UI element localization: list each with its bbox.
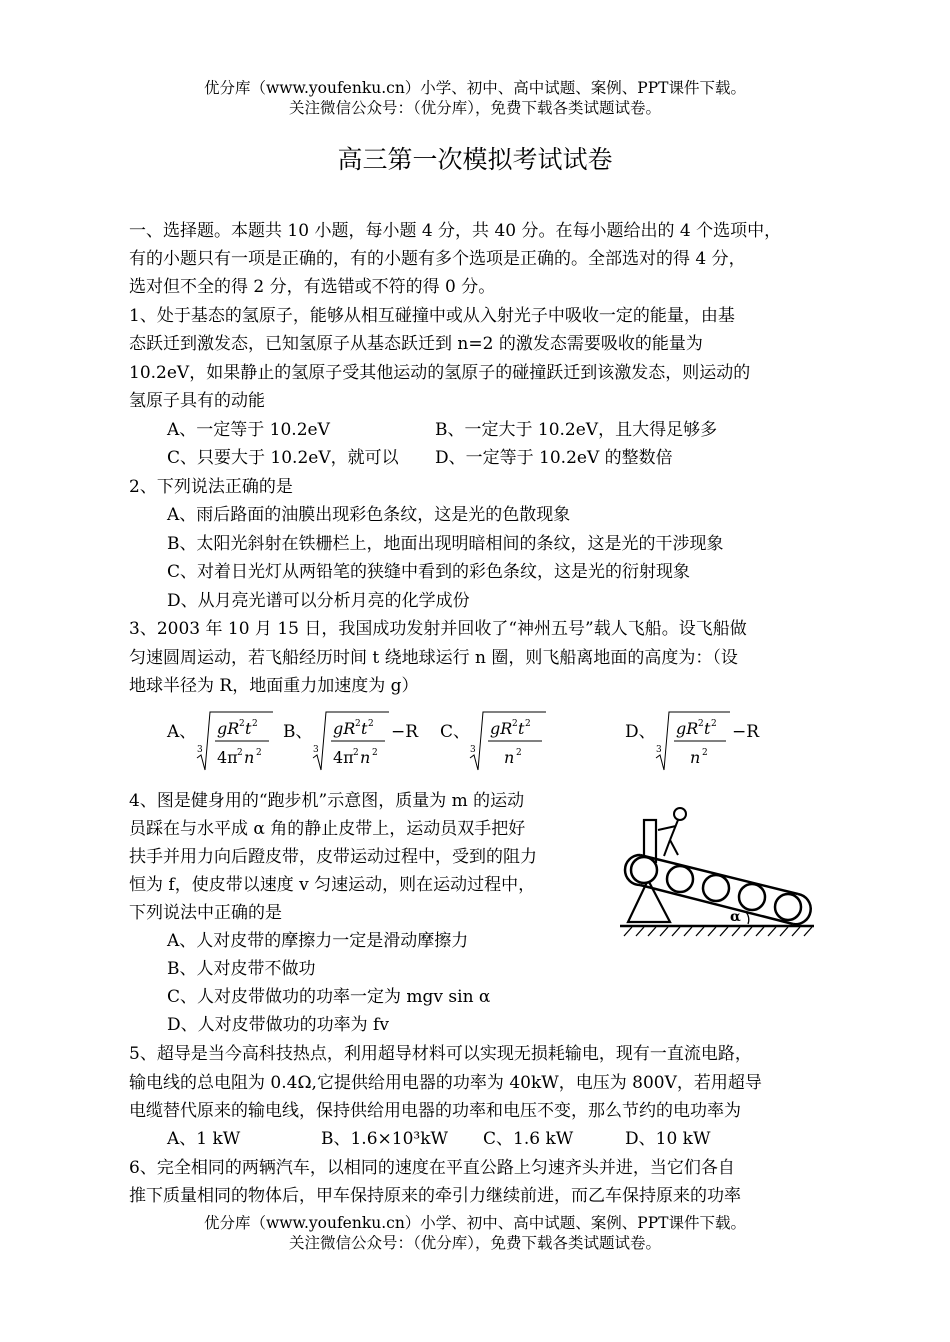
svg-text:t: t bbox=[245, 719, 252, 738]
svg-text:t: t bbox=[361, 719, 368, 738]
svg-text:2: 2 bbox=[368, 719, 374, 729]
svg-text:2: 2 bbox=[512, 719, 518, 729]
q4-stem-line-1: 4、图是健身用的“跑步机”示意图，质量为 m 的运动 bbox=[129, 791, 525, 811]
q2-option-a: A、雨后路面的油膜出现彩色条纹，这是光的色散现象 bbox=[167, 505, 571, 525]
section-intro-line-3: 选对但不全的得 2 分，有选错或不符的得 0 分。 bbox=[129, 277, 496, 297]
q3-option-c-formula bbox=[468, 708, 548, 774]
q1-stem-line-3: 10.2eV，如果静止的氢原子受其他运动的氢原子的碰撞跃迁到该激发态，则运动的 bbox=[129, 363, 751, 383]
q4-stem-line-4: 恒为 f，使皮带以速度 v 匀速运动，则在运动过程中， bbox=[129, 875, 536, 895]
q2-stem: 2、下列说法正确的是 bbox=[129, 477, 293, 497]
header-line-2: 关注微信公众号：（优分库），免费下载各类试题试卷。 bbox=[288, 99, 661, 117]
q4-option-d: D、人对皮带做功的功率为 fv bbox=[167, 1015, 389, 1035]
svg-text:n: n bbox=[690, 748, 701, 767]
q3-stem-line-2: 匀速圆周运动，若飞船经历时间 t 绕地球运行 n 圈，则飞船离地面的高度为：（设 bbox=[129, 648, 738, 668]
roller-3 bbox=[703, 875, 729, 901]
root-index: 3 bbox=[197, 745, 203, 755]
svg-text:3: 3 bbox=[656, 745, 662, 755]
svg-text:2: 2 bbox=[702, 748, 708, 758]
svg-text:3: 3 bbox=[470, 745, 476, 755]
q4-option-a: A、人对皮带的摩擦力一定是滑动摩擦力 bbox=[167, 931, 469, 951]
q1-option-c: C、只要大于 10.2eV，就可以 bbox=[167, 448, 399, 468]
q5-stem-line-2: 输电线的总电阻为 0.4Ω,它提供给用电器的功率为 40kW，电压为 800V，若用超导 bbox=[129, 1073, 762, 1093]
q4-option-c: C、人对皮带做功的功率一定为 mgv sin α bbox=[167, 987, 491, 1007]
q4-stem-line-2: 员踩在与水平成 α 角的静止皮带上，运动员双手把好 bbox=[129, 819, 526, 839]
q5-option-a: A、1 kW bbox=[167, 1129, 241, 1149]
q5-option-b: B、1.6×10³kW bbox=[321, 1129, 448, 1149]
q3-option-b-minus-r: −R bbox=[391, 722, 419, 742]
q3-option-d-minus-r: −R bbox=[732, 722, 760, 742]
q3-option-a-label: A、 bbox=[167, 722, 197, 742]
section-intro-line-2: 有的小题只有一项是正确的，有的小题有多个选项是正确的。全部选对的得 4 分， bbox=[129, 249, 746, 269]
svg-text:n: n bbox=[360, 748, 371, 767]
q5-option-c: C、1.6 kW bbox=[483, 1129, 574, 1149]
q1-option-d: D、一定等于 10.2eV 的整数倍 bbox=[435, 448, 673, 468]
q2-option-d: D、从月亮光谱可以分析月亮的化学成份 bbox=[167, 591, 470, 611]
q2-option-c: C、对着日光灯从两铅笔的狭缝中看到的彩色条纹，这是光的衍射现象 bbox=[167, 562, 691, 582]
q4-stem-line-3: 扶手并用力向后蹬皮带，皮带运动过程中，受到的阻力 bbox=[129, 847, 537, 867]
q3-option-d-label: D、 bbox=[625, 722, 656, 742]
svg-text:t: t bbox=[704, 719, 711, 738]
q3-option-c-label: C、 bbox=[440, 722, 471, 742]
svg-text:2: 2 bbox=[698, 719, 704, 729]
q3-option-b-formula bbox=[311, 708, 391, 774]
footer-line-2: 关注微信公众号：（优分库），免费下载各类试题试卷。 bbox=[288, 1234, 661, 1252]
svg-text:2: 2 bbox=[252, 719, 258, 729]
q4-stem-line-5: 下列说法中正确的是 bbox=[129, 903, 282, 923]
q3-stem-line-3: 地球半径为 R，地面重力加速度为 g） bbox=[129, 676, 419, 696]
numerator-gR: gR bbox=[217, 719, 240, 738]
svg-text:2: 2 bbox=[237, 748, 243, 758]
svg-text:2: 2 bbox=[355, 719, 361, 729]
q5-stem-line-3: 电缆替代原来的输电线，保持供给用电器的功率和电压不变，那么节约的电功率为 bbox=[129, 1101, 741, 1121]
svg-text:gR: gR bbox=[333, 719, 356, 738]
page-title: 高三第一次模拟考试试卷 bbox=[337, 145, 613, 174]
q6-stem-line-1: 6、完全相同的两辆汽车，以相同的速度在平直公路上匀速齐头并进，当它们各自 bbox=[129, 1158, 735, 1178]
q3-option-a-formula bbox=[195, 708, 275, 774]
q5-stem-line-1: 5、超导是当今高科技热点，利用超导材料可以实现无损耗输电，现有一直流电路， bbox=[129, 1044, 752, 1064]
svg-text:2: 2 bbox=[372, 748, 378, 758]
svg-text:4π: 4π bbox=[333, 748, 354, 767]
runner-figure bbox=[658, 808, 686, 856]
q1-option-b: B、一定大于 10.2eV，且大得足够多 bbox=[435, 420, 718, 440]
denominator-4pi: 4π bbox=[217, 748, 238, 767]
angle-label: α bbox=[730, 909, 741, 925]
footer-line-1: 优分库（www.youfenku.cn）小学、初中、高中试题、案例、PPT课件下载。 bbox=[203, 1214, 747, 1232]
roller-4 bbox=[739, 884, 765, 910]
ground-hatching bbox=[624, 927, 812, 936]
q2-option-b: B、太阳光斜射在铁栅栏上，地面出现明暗相间的条纹，这是光的干涉现象 bbox=[167, 534, 724, 554]
svg-text:gR: gR bbox=[490, 719, 513, 738]
svg-text:n: n bbox=[504, 748, 515, 767]
svg-text:t: t bbox=[518, 719, 525, 738]
q1-option-a: A、一定等于 10.2eV bbox=[167, 420, 330, 440]
section-intro-line-1: 一、选择题。本题共 10 小题，每小题 4 分，共 40 分。在每小题给出的 4 个选项中， bbox=[129, 221, 782, 241]
q5-option-d: D、10 kW bbox=[625, 1129, 711, 1149]
svg-text:3: 3 bbox=[313, 745, 319, 755]
q1-stem-line-1: 1、处于基态的氢原子，能够从相互碰撞中或从入射光子中吸收一定的能量，由基 bbox=[129, 306, 735, 326]
q3-stem-line-1: 3、2003 年 10 月 15 日，我国成功发射并回收了“神州五号”载人飞船。设飞船做 bbox=[129, 619, 747, 639]
q3-option-d-formula bbox=[654, 708, 734, 774]
q4-option-b: B、人对皮带不做功 bbox=[167, 959, 316, 979]
q3-option-b-label: B、 bbox=[283, 722, 313, 742]
svg-text:2: 2 bbox=[256, 748, 262, 758]
svg-text:n: n bbox=[244, 748, 255, 767]
svg-text:2: 2 bbox=[353, 748, 359, 758]
q1-stem-line-2: 态跃迁到激发态，已知氢原子从基态跃迁到 n=2 的激发态需要吸收的能量为 bbox=[129, 334, 703, 354]
svg-text:2: 2 bbox=[711, 719, 717, 729]
svg-text:2: 2 bbox=[516, 748, 522, 758]
q6-stem-line-2: 推下质量相同的物体后，甲车保持原来的牵引力继续前进，而乙车保持原来的功率 bbox=[129, 1186, 741, 1206]
roller-2 bbox=[667, 866, 693, 892]
svg-text:2: 2 bbox=[525, 719, 531, 729]
svg-text:gR: gR bbox=[676, 719, 699, 738]
roller-1 bbox=[631, 857, 657, 883]
roller-5 bbox=[775, 894, 801, 920]
q1-stem-line-4: 氢原子具有的动能 bbox=[129, 391, 265, 411]
svg-text:2: 2 bbox=[239, 719, 245, 729]
treadmill-diagram bbox=[618, 800, 818, 940]
header-line-1: 优分库（www.youfenku.cn）小学、初中、高中试题、案例、PPT课件下载。 bbox=[203, 79, 747, 97]
